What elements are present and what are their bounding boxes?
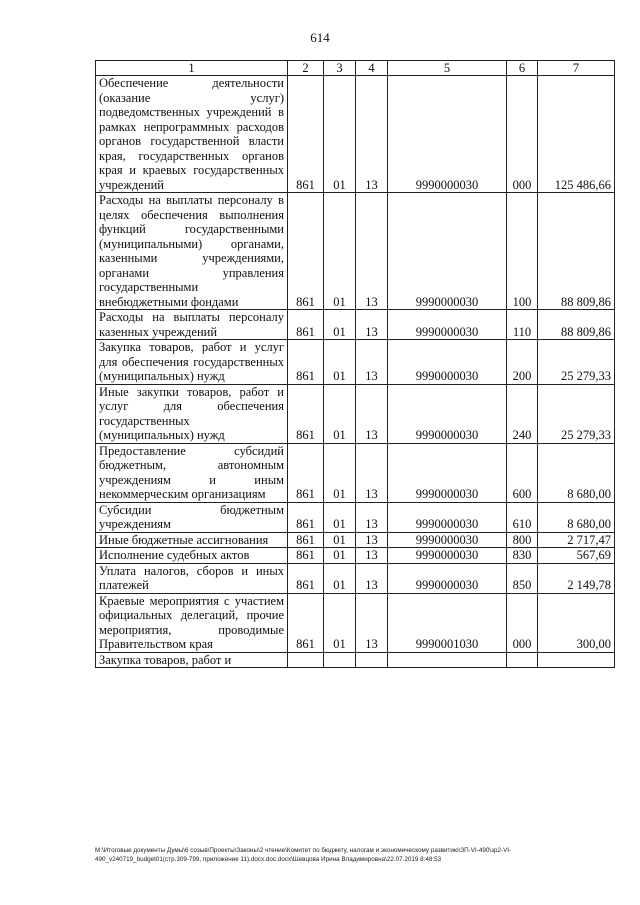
cell-target-article: 9990000030: [388, 76, 507, 193]
cell-amount: 25 279,33: [538, 340, 615, 385]
cell-subsection: 13: [356, 76, 388, 193]
cell-amount: [538, 652, 615, 668]
cell-expense-type: 200: [507, 340, 538, 385]
cell-section: 01: [324, 502, 356, 532]
footer-line: 490_v240719_budget01(стр.309-799, приложение 11).docx.doc.docx\Шевцова Ирина Владимировна\22.07.2019 8:48:53: [95, 856, 442, 863]
row-name: Иные закупки товаров, работ и услуг для обеспечения государственных (муниципальных) нужд: [96, 384, 288, 443]
table-row: [96, 652, 615, 668]
cell-expense-type: [507, 652, 538, 668]
header-col-6: 6: [507, 61, 538, 76]
cell-subsection: 13: [356, 548, 388, 564]
table-row: [96, 443, 615, 502]
cell-ministry: 861: [288, 340, 324, 385]
cell-expense-type: 240: [507, 384, 538, 443]
cell-subsection: 13: [356, 443, 388, 502]
table-row: [96, 548, 615, 564]
table-row: [96, 310, 615, 340]
cell-subsection: [356, 652, 388, 668]
cell-section: 01: [324, 193, 356, 310]
page-number: 614: [310, 30, 330, 45]
cell-subsection: 13: [356, 310, 388, 340]
cell-section: [324, 652, 356, 668]
row-name: Субсидии бюджетным учреждениям: [96, 502, 288, 532]
cell-section: 01: [324, 593, 356, 652]
cell-target-article: 9990000030: [388, 532, 507, 548]
row-name: Расходы на выплаты персоналу в целях обеспечения выполнения функций государственными (муниципальными) органами, казенными учреждениями, органами управления государственными внебюджетными фондами: [96, 193, 288, 310]
cell-section: 01: [324, 76, 356, 193]
cell-ministry: 861: [288, 502, 324, 532]
cell-amount: 8 680,00: [538, 443, 615, 502]
cell-ministry: 861: [288, 193, 324, 310]
cell-amount: 88 809,86: [538, 193, 615, 310]
table-row: [96, 502, 615, 532]
cell-expense-type: 800: [507, 532, 538, 548]
cell-target-article: 9990000030: [388, 384, 507, 443]
cell-subsection: 13: [356, 532, 388, 548]
cell-ministry: 861: [288, 76, 324, 193]
cell-subsection: 13: [356, 193, 388, 310]
cell-expense-type: 610: [507, 502, 538, 532]
cell-section: 01: [324, 532, 356, 548]
table-row: [96, 384, 615, 443]
cell-ministry: 861: [288, 593, 324, 652]
row-name: Расходы на выплаты персоналу казенных учреждений: [96, 310, 288, 340]
row-name: Краевые мероприятия с участием официальных делегаций, прочие мероприятия, проводимые Правительством края: [96, 593, 288, 652]
cell-section: 01: [324, 384, 356, 443]
cell-amount: 25 279,33: [538, 384, 615, 443]
cell-subsection: 13: [356, 593, 388, 652]
cell-ministry: 861: [288, 548, 324, 564]
header-col-3: 3: [324, 61, 356, 76]
cell-ministry: 861: [288, 310, 324, 340]
table-row: [96, 76, 615, 193]
cell-amount: 300,00: [538, 593, 615, 652]
cell-subsection: 13: [356, 502, 388, 532]
row-name: Обеспечение деятельности (оказание услуг) подведомственных учреждений в рамках непрограммных расходов органов государственной власти края, государственных органов края и краевых государственных учреждений: [96, 76, 288, 193]
cell-amount: 88 809,86: [538, 310, 615, 340]
cell-target-article: 9990000030: [388, 563, 507, 593]
row-name: Закупка товаров, работ и: [96, 652, 288, 668]
cell-expense-type: 830: [507, 548, 538, 564]
row-name: Исполнение судебных актов: [96, 548, 288, 564]
cell-amount: 125 486,66: [538, 76, 615, 193]
document-path-footer: [95, 846, 625, 864]
cell-section: 01: [324, 548, 356, 564]
row-name: Закупка товаров, работ и услуг для обеспечения государственных (муниципальных) нужд: [96, 340, 288, 385]
cell-section: 01: [324, 563, 356, 593]
cell-ministry: 861: [288, 384, 324, 443]
cell-ministry: [288, 652, 324, 668]
row-name: Уплата налогов, сборов и иных платежей: [96, 563, 288, 593]
header-col-1: 1: [96, 61, 288, 76]
cell-subsection: 13: [356, 563, 388, 593]
row-name: Иные бюджетные ассигнования: [96, 532, 288, 548]
cell-target-article: 9990000030: [388, 443, 507, 502]
cell-amount: 8 680,00: [538, 502, 615, 532]
cell-expense-type: 600: [507, 443, 538, 502]
header-col-4: 4: [356, 61, 388, 76]
cell-expense-type: 000: [507, 76, 538, 193]
cell-target-article: 9990000030: [388, 502, 507, 532]
cell-subsection: 13: [356, 340, 388, 385]
cell-section: 01: [324, 340, 356, 385]
cell-ministry: 861: [288, 563, 324, 593]
cell-expense-type: 110: [507, 310, 538, 340]
cell-amount: 2 717,47: [538, 532, 615, 548]
table-row: [96, 532, 615, 548]
cell-expense-type: 100: [507, 193, 538, 310]
row-name: Предоставление субсидий бюджетным, автономным учреждениям и иным некоммерческим организациям: [96, 443, 288, 502]
cell-target-article: 9990000030: [388, 340, 507, 385]
cell-target-article: 9990000030: [388, 193, 507, 310]
cell-ministry: 861: [288, 443, 324, 502]
cell-target-article: 9990001030: [388, 593, 507, 652]
cell-target-article: 9990000030: [388, 310, 507, 340]
cell-ministry: 861: [288, 532, 324, 548]
cell-amount: 567,69: [538, 548, 615, 564]
cell-section: 01: [324, 443, 356, 502]
footer-line: М:\Итоговые документы Думы\6 созыв\Проекты\Законы\2 чтение\Комитет по бюджету, налогам и экономическому развитию\ЗП-VI-490\зр2-VI-: [95, 847, 512, 854]
cell-target-article: 9990000030: [388, 548, 507, 564]
table-row: [96, 193, 615, 310]
table-row: [96, 340, 615, 385]
cell-section: 01: [324, 310, 356, 340]
cell-target-article: [388, 652, 507, 668]
cell-amount: 2 149,78: [538, 563, 615, 593]
cell-expense-type: 850: [507, 563, 538, 593]
header-col-7: 7: [538, 61, 615, 76]
cell-expense-type: 000: [507, 593, 538, 652]
cell-subsection: 13: [356, 384, 388, 443]
table-header-row: [96, 61, 615, 76]
header-col-2: 2: [288, 61, 324, 76]
table-row: [96, 593, 615, 652]
header-col-5: 5: [388, 61, 507, 76]
table-row: [96, 563, 615, 593]
budget-table: [95, 60, 615, 668]
